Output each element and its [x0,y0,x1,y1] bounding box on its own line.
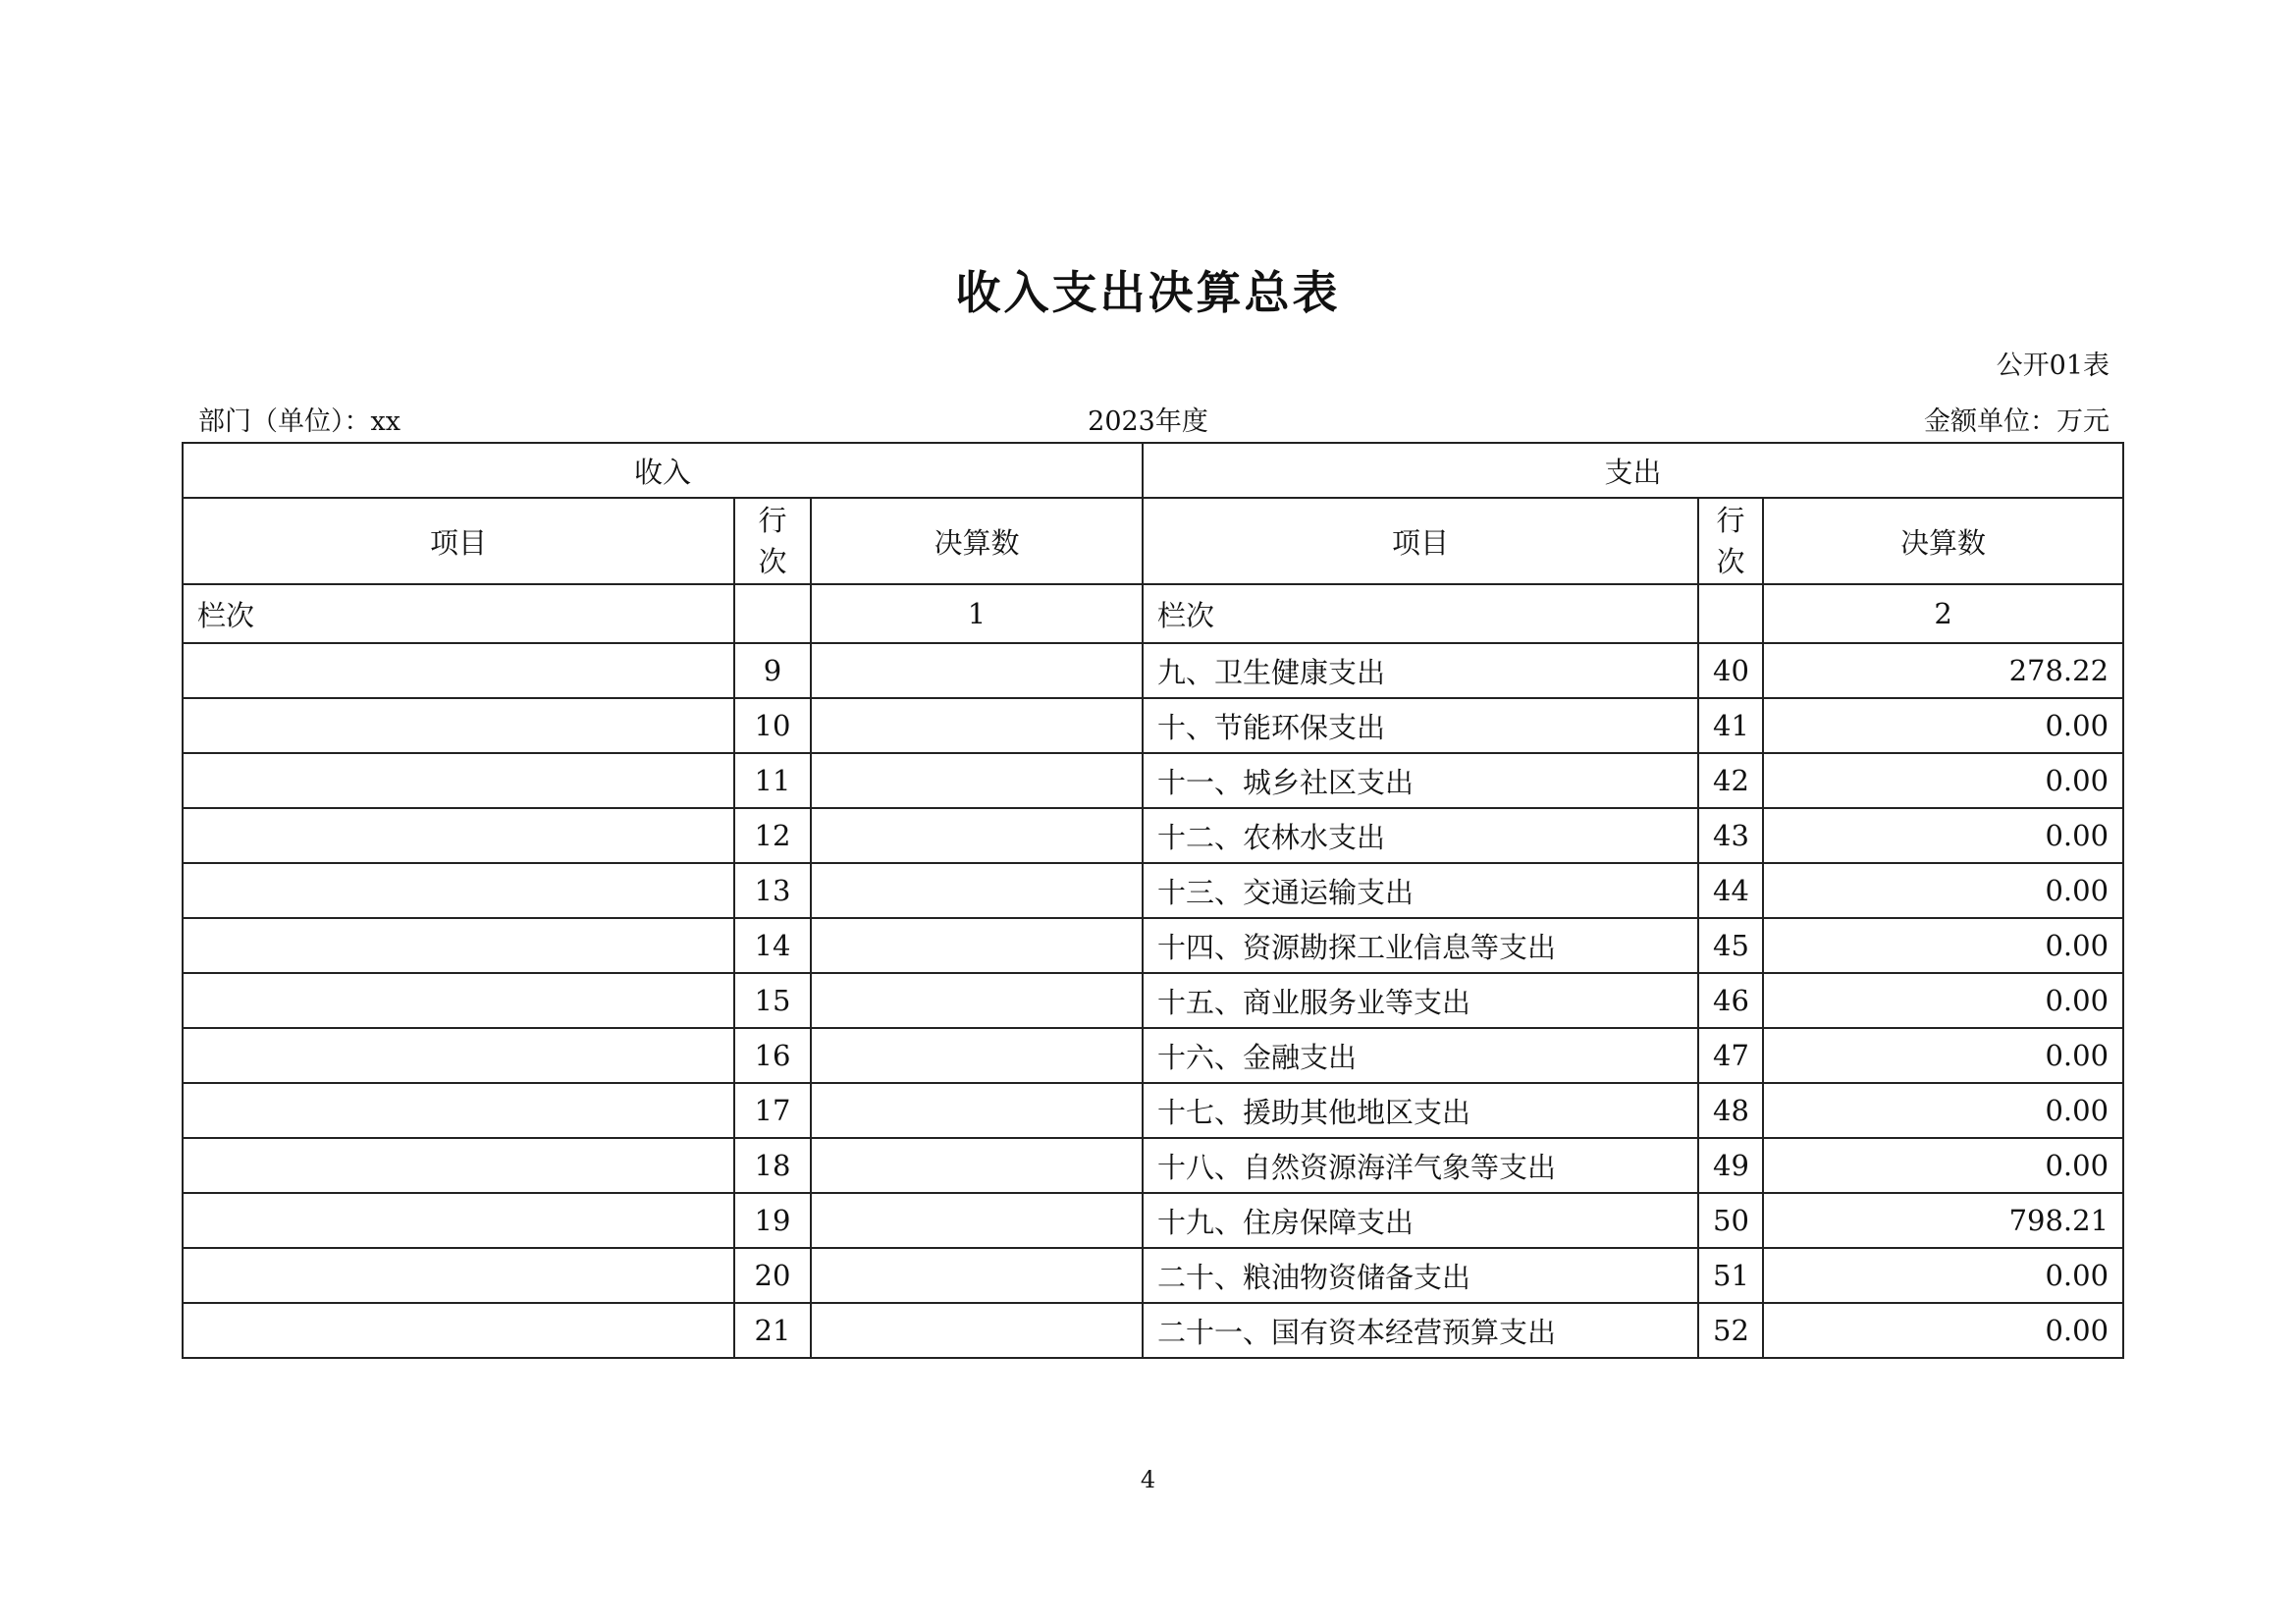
income-amount [811,1303,1143,1358]
expense-item: 十六、金融支出 [1143,1028,1698,1083]
expense-amount: 278.22 [1763,643,2123,698]
expense-line: 51 [1698,1248,1763,1303]
income-line: 19 [734,1193,811,1248]
income-amount [811,643,1143,698]
section-header-row [183,443,2123,498]
expense-item: 十二、农林水支出 [1143,808,1698,863]
amount-unit: 金额单位：万元 [1924,406,2109,437]
income-amount [811,808,1143,863]
expense-line: 45 [1698,918,1763,973]
form-number: 公开01表 [1996,351,2109,381]
income-line: 14 [734,918,811,973]
expense-col-number: 2 [1763,584,2123,643]
income-line: 20 [734,1248,811,1303]
expense-amount: 0.00 [1763,808,2123,863]
expense-item: 十七、援助其他地区支出 [1143,1083,1698,1138]
expense-line: 48 [1698,1083,1763,1138]
income-expense-table [182,442,2124,1359]
expense-line: 43 [1698,808,1763,863]
income-line: 15 [734,973,811,1028]
table-row [183,1028,2123,1083]
income-item [183,863,734,918]
income-item-header: 项目 [183,498,734,584]
income-line-empty [734,584,811,643]
expense-item: 十四、资源勘探工业信息等支出 [1143,918,1698,973]
expense-item-header: 项目 [1143,498,1698,584]
expense-amount: 0.00 [1763,753,2123,808]
income-amount [811,1193,1143,1248]
table-row [183,698,2123,753]
table-row [183,1138,2123,1193]
table-row [183,1303,2123,1358]
expense-item: 十八、自然资源海洋气象等支出 [1143,1138,1698,1193]
expense-line-empty [1698,584,1763,643]
table-row [183,1083,2123,1138]
page-number: 4 [1140,1466,1156,1493]
income-line: 9 [734,643,811,698]
expense-amount: 0.00 [1763,863,2123,918]
table-row [183,1248,2123,1303]
table-row [183,863,2123,918]
expense-line: 47 [1698,1028,1763,1083]
income-line: 18 [734,1138,811,1193]
expense-line: 50 [1698,1193,1763,1248]
income-item [183,698,734,753]
column-number-row [183,584,2123,643]
income-amount [811,973,1143,1028]
table-row [183,753,2123,808]
income-item [183,1028,734,1083]
table-row [183,1193,2123,1248]
expense-line: 40 [1698,643,1763,698]
expense-amount: 0.00 [1763,1303,2123,1358]
income-item [183,973,734,1028]
income-item [183,1083,734,1138]
line-header-bottom: 次 [1716,545,1745,578]
expense-amount: 0.00 [1763,973,2123,1028]
expense-amount-header: 决算数 [1763,498,2123,584]
table-body [183,443,2123,1358]
income-item [183,643,734,698]
income-item [183,808,734,863]
expense-line: 46 [1698,973,1763,1028]
income-col-label: 栏次 [183,584,734,643]
income-amount [811,1138,1143,1193]
table-row [183,918,2123,973]
fiscal-year: 2023年度 [1088,406,1208,437]
table-row [183,973,2123,1028]
expense-col-label: 栏次 [1143,584,1698,643]
income-amount-header: 决算数 [811,498,1143,584]
income-line: 21 [734,1303,811,1358]
expense-item: 十三、交通运输支出 [1143,863,1698,918]
expense-line: 42 [1698,753,1763,808]
expense-item: 十一、城乡社区支出 [1143,753,1698,808]
income-header: 收入 [183,443,1143,498]
income-amount [811,863,1143,918]
income-line: 16 [734,1028,811,1083]
table-row [183,643,2123,698]
expense-amount: 0.00 [1763,698,2123,753]
income-item [183,918,734,973]
expense-amount: 0.00 [1763,1138,2123,1193]
expense-amount: 0.00 [1763,1028,2123,1083]
line-header-top: 行 [758,504,787,537]
expense-line-header [1698,498,1763,584]
income-line-header [734,498,811,584]
income-item [183,753,734,808]
income-line: 13 [734,863,811,918]
income-amount [811,1028,1143,1083]
income-line: 17 [734,1083,811,1138]
expense-item: 十五、商业服务业等支出 [1143,973,1698,1028]
income-amount [811,1083,1143,1138]
income-item [183,1303,734,1358]
expense-amount: 0.00 [1763,1083,2123,1138]
line-header-top: 行 [1716,504,1745,537]
page-title: 收入支出决算总表 [955,266,1341,319]
expense-item: 二十、粮油物资储备支出 [1143,1248,1698,1303]
expense-item: 九、卫生健康支出 [1143,643,1698,698]
department-label: 部门（单位）：xx [198,406,400,437]
income-amount [811,918,1143,973]
column-header-row [183,498,2123,584]
income-line: 12 [734,808,811,863]
expense-amount: 0.00 [1763,918,2123,973]
expense-amount: 0.00 [1763,1248,2123,1303]
line-header-bottom: 次 [758,545,787,578]
income-item [183,1138,734,1193]
table-row [183,808,2123,863]
expense-header: 支出 [1143,443,2123,498]
income-item [183,1193,734,1248]
expense-line: 49 [1698,1138,1763,1193]
income-amount [811,698,1143,753]
expense-item: 十九、住房保障支出 [1143,1193,1698,1248]
income-col-number: 1 [811,584,1143,643]
expense-amount: 798.21 [1763,1193,2123,1248]
income-line: 10 [734,698,811,753]
expense-line: 52 [1698,1303,1763,1358]
income-amount [811,753,1143,808]
income-item [183,1248,734,1303]
expense-line: 44 [1698,863,1763,918]
expense-line: 41 [1698,698,1763,753]
expense-item: 十、节能环保支出 [1143,698,1698,753]
expense-item: 二十一、国有资本经营预算支出 [1143,1303,1698,1358]
income-line: 11 [734,753,811,808]
income-amount [811,1248,1143,1303]
